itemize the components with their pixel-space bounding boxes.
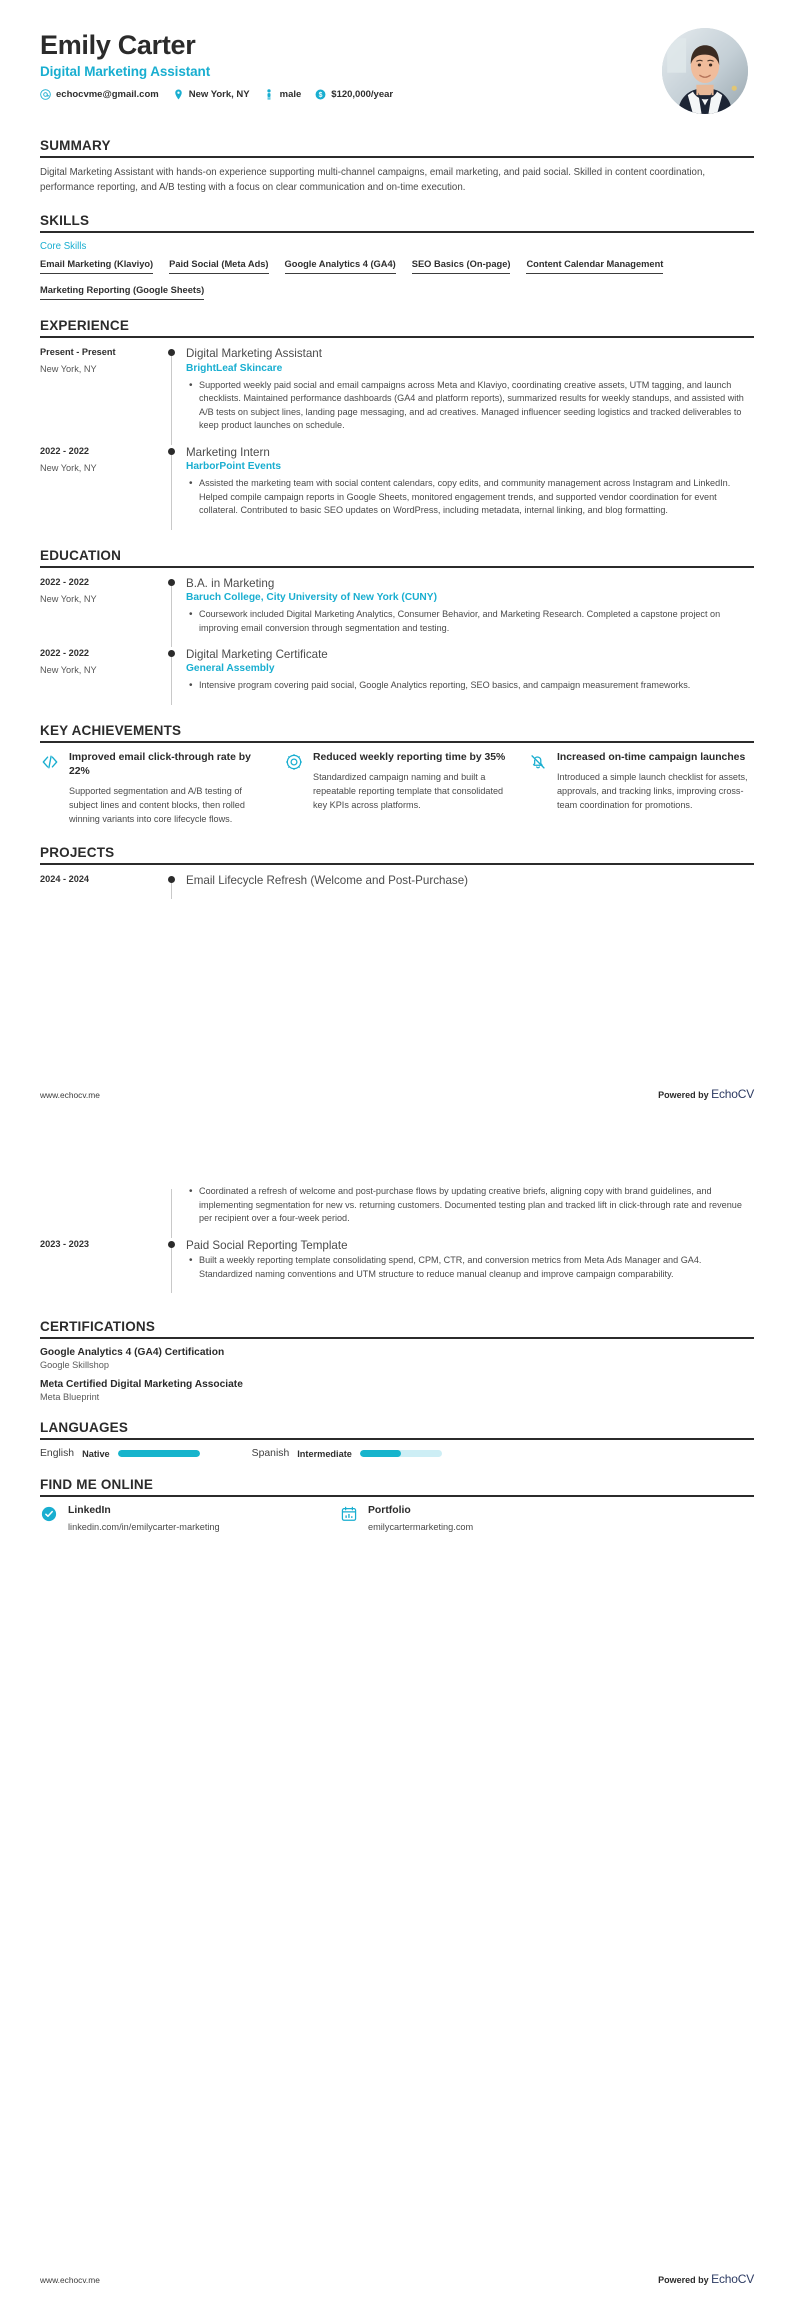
resume-page-1	[0, 0, 794, 1123]
online-profile-url[interactable]: linkedin.com/in/emilycarter-marketing	[68, 1522, 220, 1533]
timeline-dot-icon	[168, 876, 175, 883]
section-title-key-achievements: KEY ACHIEVEMENTS	[40, 723, 182, 739]
achievement-description: Standardized campaign naming and built a repeatable reporting template that consolidated key KPIs across platforms.	[313, 772, 504, 810]
skill-item: Google Analytics 4 (GA4)	[285, 259, 396, 274]
section-find-me-online	[40, 1477, 754, 1534]
entry-institution: Baruch College, City University of New York (CUNY)	[186, 592, 437, 604]
language-proficiency-bar	[118, 1450, 200, 1457]
project-entry	[40, 1238, 754, 1293]
section-divider	[40, 336, 754, 338]
entry-bullets	[186, 1254, 754, 1281]
section-title-projects: PROJECTS	[40, 844, 115, 860]
achievement-card	[284, 751, 510, 827]
section-experience	[40, 318, 754, 530]
timeline-marker	[162, 1238, 186, 1293]
section-education	[40, 548, 754, 705]
entry-location: New York, NY	[40, 594, 97, 605]
entry-bullets	[186, 379, 754, 434]
certification-name: Google Analytics 4 (GA4) Certification	[40, 1347, 225, 1359]
online-profile-label: Portfolio	[368, 1505, 411, 1517]
email-icon	[40, 89, 51, 100]
page-footer	[40, 1087, 754, 1101]
section-title-experience: EXPERIENCE	[40, 318, 130, 334]
skill-item: SEO Basics (On-page)	[412, 259, 511, 274]
bullet-item: • Built a weekly reporting template consolidating spend, CPM, CTR, and conversion metrics from Meta Ads Manager and GA4. Standardized naming conventions and UTM structure to reduce manual cleanup and improve campaign comparability.	[199, 1254, 754, 1281]
section-key-achievements	[40, 723, 754, 827]
section-divider	[40, 1438, 754, 1440]
section-languages	[40, 1420, 754, 1459]
achievement-text	[69, 751, 266, 827]
candidate-name: Emily Carter	[40, 30, 196, 60]
entry-degree: Digital Marketing Certificate	[186, 648, 328, 662]
entry-location: New York, NY	[40, 665, 97, 676]
entry-organization: BrightLeaf Skincare	[186, 362, 283, 374]
bullet-item: • Supported weekly paid social and email campaigns across Meta and Klaviyo, coordinating creative assets, UTM tagging, and launch checklists. Maintained performance dashboards (GA4 and platform reports), summarized results for weekly standups, and assisted with A/B tests on subject lines, landing page messaging, and ad creatives. Managed influencer seeding logistics and tracked deliverables to keep product launches on schedule.	[199, 379, 754, 434]
timeline-dot-icon	[168, 579, 175, 586]
skills-group-label: Core Skills	[40, 241, 87, 253]
resume-page-2	[0, 1185, 794, 2308]
contact-list	[40, 89, 662, 100]
entry-institution: General Assembly	[186, 663, 275, 675]
section-title-summary: SUMMARY	[40, 138, 111, 153]
timeline-marker	[162, 647, 186, 705]
online-profile-url[interactable]: emilycartermarketing.com	[368, 1522, 474, 1533]
timeline-dot-icon	[168, 349, 175, 356]
resume-header	[40, 0, 754, 120]
experience-entry	[40, 346, 754, 445]
contact-email-value: echocvme@gmail.com	[56, 89, 159, 101]
project-entry	[40, 873, 754, 899]
entry-date: 2024 - 2024	[40, 873, 90, 884]
footer-brand-name: EchoCV	[711, 1087, 754, 1101]
bullet-item: • Coordinated a refresh of welcome and post-purchase flows by updating creative briefs, aligning copy with brand guidelines, and implementing segmentation for new vs. returning customers. Documented testing plan and tracked lift in click-through rate and revenue per recipient over a four-week period.	[199, 1185, 754, 1226]
entry-location: New York, NY	[40, 463, 97, 474]
language-item	[252, 1448, 442, 1459]
avatar-photo	[662, 28, 748, 114]
language-level: Intermediate	[297, 1448, 352, 1459]
header-left-column	[40, 28, 662, 100]
section-certifications	[40, 1319, 754, 1402]
footer-brand	[658, 1087, 754, 1101]
section-divider	[40, 231, 754, 233]
summary-text: Digital Marketing Assistant with hands-on experience supporting multi-channel campaigns, email marketing, and paid social. Skilled in content coordination, performance reporting, and A/B testing with a focus on clear communication and on-time execution.	[40, 167, 706, 193]
entry-role: Marketing Intern	[186, 446, 270, 460]
skill-item: Content Calendar Management	[526, 259, 663, 274]
online-profile-portfolio[interactable]	[340, 1505, 580, 1534]
location-pin-icon	[173, 89, 184, 100]
footer-brand	[658, 2272, 754, 2286]
timeline-marker	[162, 873, 186, 899]
entry-degree: B.A. in Marketing	[186, 577, 275, 591]
achievement-description: Introduced a simple launch checklist for assets, approvals, and tracking links, improving cross-team coordination for promotions.	[557, 772, 748, 810]
entry-bullets	[186, 1185, 754, 1226]
language-item	[40, 1448, 200, 1459]
achievement-title: Reduced weekly reporting time by 35%	[313, 752, 506, 764]
contact-email[interactable]	[40, 89, 159, 100]
section-divider	[40, 566, 754, 568]
entry-body	[186, 445, 754, 530]
achievement-title: Improved email click-through rate by 22%	[69, 752, 251, 778]
entry-date: Present - Present	[40, 347, 116, 358]
certification-item	[40, 1379, 754, 1402]
section-projects	[40, 845, 754, 899]
skill-item: Paid Social (Meta Ads)	[169, 259, 268, 274]
entry-date: 2022 - 2022	[40, 577, 90, 588]
section-divider	[40, 1495, 754, 1497]
entry-body	[186, 873, 754, 899]
skills-list	[40, 259, 754, 300]
entry-body	[186, 576, 754, 647]
section-title-skills: SKILLS	[40, 213, 90, 229]
achievement-text	[557, 751, 754, 812]
languages-list	[40, 1448, 754, 1459]
entry-role: Digital Marketing Assistant	[186, 347, 322, 361]
footer-url[interactable]: www.echocv.me	[40, 1090, 100, 1100]
achievement-description: Supported segmentation and A/B testing of subject lines and content blocks, then rolled winning variants into core lifecycle flows.	[69, 786, 245, 824]
timeline-dot-icon	[168, 1241, 175, 1248]
certification-issuer: Meta Blueprint	[40, 1392, 100, 1403]
certification-issuer: Google Skillshop	[40, 1360, 109, 1371]
timeline-marker	[162, 576, 186, 647]
section-projects-continued	[40, 1185, 754, 1293]
achievement-title: Increased on-time campaign launches	[557, 752, 746, 764]
entry-bullets	[186, 477, 754, 518]
online-profiles-list	[40, 1505, 754, 1534]
footer-powered-by-label: Powered by	[658, 2275, 712, 2285]
entry-meta	[40, 647, 162, 675]
contact-salary	[315, 89, 393, 100]
svg-text:$: $	[318, 92, 323, 100]
entry-organization: HarborPoint Events	[186, 461, 282, 473]
project-title: Email Lifecycle Refresh (Welcome and Post-Purchase)	[186, 873, 469, 887]
entry-date: 2022 - 2022	[40, 446, 90, 457]
timeline-marker	[162, 346, 186, 445]
contact-location	[173, 89, 250, 100]
page-footer	[40, 2272, 754, 2286]
footer-url[interactable]: www.echocv.me	[40, 2275, 100, 2285]
project-title: Paid Social Reporting Template	[186, 1238, 348, 1252]
code-brackets-icon	[40, 751, 60, 771]
online-profile-label: LinkedIn	[68, 1505, 111, 1517]
portfolio-calendar-icon	[340, 1505, 358, 1523]
footer-brand-name: EchoCV	[711, 2272, 754, 2286]
online-profile-text	[368, 1505, 473, 1534]
online-profile-linkedin[interactable]	[40, 1505, 280, 1534]
entry-meta	[40, 1185, 162, 1186]
education-entry	[40, 647, 754, 705]
skill-item: Email Marketing (Klaviyo)	[40, 259, 153, 274]
timeline-marker	[162, 1185, 186, 1238]
entry-meta	[40, 445, 162, 473]
language-level: Native	[82, 1448, 110, 1459]
education-entry	[40, 576, 754, 647]
linkedin-check-icon	[40, 1505, 58, 1523]
dollar-icon	[315, 89, 326, 100]
online-profile-text	[68, 1505, 220, 1534]
avatar	[662, 28, 748, 114]
achievements-grid	[40, 751, 754, 827]
contact-salary-value: $120,000/year	[331, 89, 394, 101]
section-title-education: EDUCATION	[40, 548, 122, 564]
entry-body	[186, 1185, 754, 1238]
timeline-dot-icon	[168, 448, 175, 455]
bullet-item: • Intensive program covering paid social, Google Analytics reporting, SEO basics, and campaign measurement frameworks.	[199, 679, 754, 693]
bell-off-icon	[528, 751, 548, 771]
entry-meta	[40, 346, 162, 374]
entry-bullets	[186, 608, 754, 635]
certification-name: Meta Certified Digital Marketing Associate	[40, 1379, 243, 1391]
candidate-job-title: Digital Marketing Assistant	[40, 64, 211, 80]
entry-bullets	[186, 679, 754, 693]
achievement-card	[40, 751, 266, 827]
timeline-marker	[162, 445, 186, 530]
skill-item: Marketing Reporting (Google Sheets)	[40, 285, 204, 300]
certification-item	[40, 1347, 754, 1370]
entry-meta	[40, 873, 162, 891]
contact-gender	[264, 89, 302, 100]
footer-powered-by-label: Powered by	[658, 1090, 712, 1100]
entry-date: 2023 - 2023	[40, 1238, 90, 1249]
achievement-text	[313, 751, 510, 812]
section-divider	[40, 741, 754, 743]
language-name: Spanish	[251, 1448, 290, 1460]
language-proficiency-bar	[360, 1450, 442, 1457]
contact-location-value: New York, NY	[188, 89, 250, 101]
bullet-item: • Coursework included Digital Marketing Analytics, Consumer Behavior, and Marketing Research. Completed a capstone project on improving email conversion through segmentation and testing.	[199, 608, 754, 635]
contact-gender-value: male	[279, 89, 302, 101]
section-summary	[40, 138, 754, 195]
project-entry-continued	[40, 1185, 754, 1238]
experience-entry	[40, 445, 754, 530]
timeline-dot-icon	[168, 650, 175, 657]
section-divider	[40, 156, 754, 158]
section-title-languages: LANGUAGES	[40, 1420, 129, 1436]
section-title-certifications: CERTIFICATIONS	[40, 1319, 156, 1335]
bullet-item: • Assisted the marketing team with social content calendars, copy edits, and community management across Instagram and LinkedIn. Helped compile campaign reports in Google Sheets, monitored engagement trends, and supported vendor coordination for event collateral. Contributed to basic SEO updates on WordPress, including metadata, internal linking, and blog formatting.	[199, 477, 754, 518]
entry-meta	[40, 1238, 162, 1256]
entry-date: 2022 - 2022	[40, 648, 90, 659]
person-icon	[264, 89, 275, 100]
entry-meta	[40, 576, 162, 604]
section-skills	[40, 213, 754, 300]
entry-body	[186, 346, 754, 445]
achievement-card	[528, 751, 754, 827]
entry-body	[186, 1238, 754, 1293]
gear-icon	[284, 751, 304, 771]
section-divider	[40, 1337, 754, 1339]
section-divider	[40, 863, 754, 865]
section-title-find-me-online: FIND ME ONLINE	[40, 1477, 154, 1493]
language-name: English	[40, 1448, 75, 1460]
entry-body	[186, 647, 754, 705]
entry-location: New York, NY	[40, 364, 97, 375]
